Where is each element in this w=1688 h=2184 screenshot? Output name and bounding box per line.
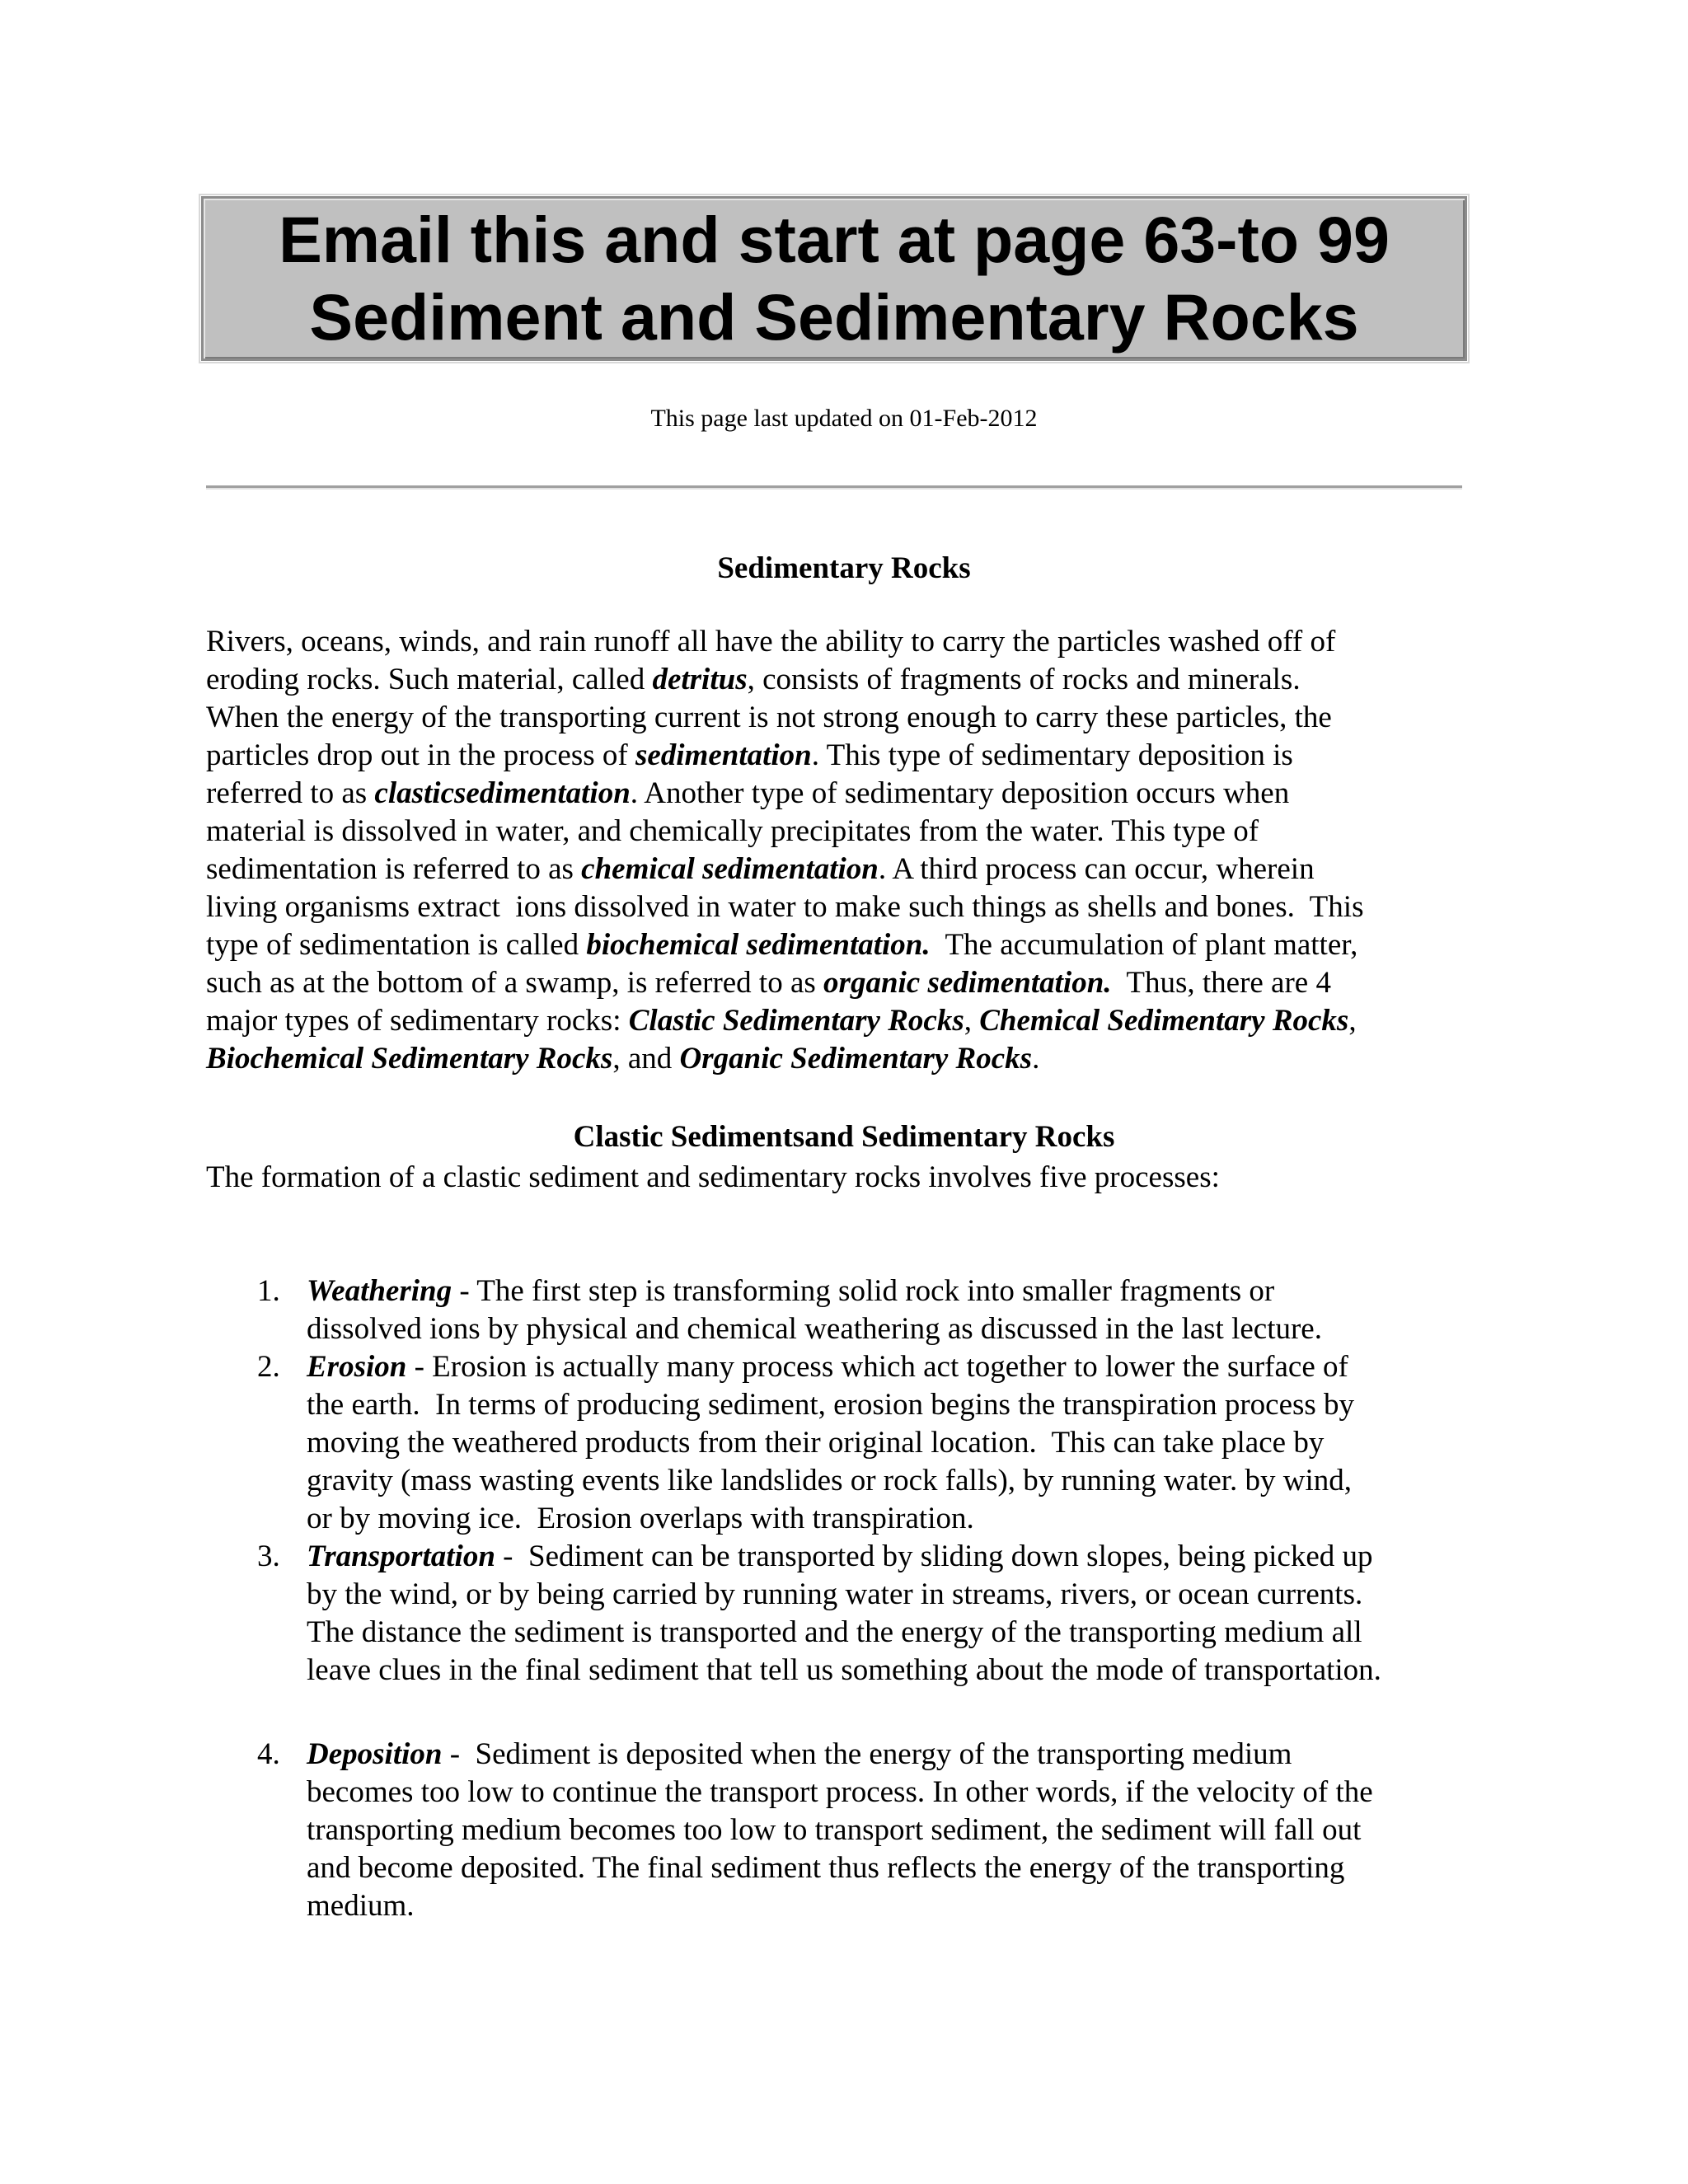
list-item bbox=[206, 1272, 1492, 1348]
horizontal-divider bbox=[206, 485, 1462, 490]
emphasized-term: clasticsedimentation bbox=[374, 776, 631, 810]
text-run: the earth. In terms of producing sediment, erosion begins the transpiration process by bbox=[307, 1388, 1355, 1422]
list-item bbox=[206, 1348, 1492, 1538]
text-line bbox=[206, 1002, 1475, 1040]
list-number: 4. bbox=[257, 1737, 280, 1771]
text-run: and become deposited. The final sediment thus reflects the energy of the transporting bbox=[307, 1851, 1345, 1885]
text-run: by the wind, or by being carried by running water in streams, rivers, or ocean currents. bbox=[307, 1577, 1363, 1611]
text-run: material is dissolved in water, and chemically precipitates from the water. This type of bbox=[206, 814, 1259, 848]
emphasized-term: biochemical sedimentation. bbox=[586, 928, 931, 962]
emphasized-term: Clastic Sedimentary Rocks bbox=[628, 1004, 964, 1038]
text-run: - The first step is transforming solid rock into smaller fragments or bbox=[452, 1274, 1275, 1308]
emphasized-term: chemical sedimentation bbox=[581, 852, 879, 886]
text-run: . Another type of sedimentary deposition occurs when bbox=[630, 776, 1290, 810]
text-line bbox=[206, 926, 1475, 964]
title-line-1: Email this and start at page 63-to 99 bbox=[279, 203, 1390, 276]
text-run: , bbox=[964, 1004, 980, 1038]
text-line bbox=[307, 1348, 1492, 1386]
list-number: 2. bbox=[257, 1350, 280, 1384]
text-line bbox=[206, 851, 1475, 888]
emphasized-term: Organic Sedimentary Rocks bbox=[679, 1042, 1033, 1076]
text-run: gravity (mass wasting events like landslides or rock falls), by running water. by wind, bbox=[307, 1464, 1353, 1497]
text-run: medium. bbox=[307, 1889, 415, 1923]
title-box bbox=[201, 196, 1467, 361]
text-run: living organisms extract ions dissolved in water to make such things as shells and bones. This bbox=[206, 890, 1364, 924]
text-line bbox=[206, 1040, 1475, 1078]
title-line-2: Sediment and Sedimentary Rocks bbox=[309, 280, 1359, 354]
text-line bbox=[307, 1424, 1492, 1462]
text-run: type of sedimentation is called bbox=[206, 928, 587, 962]
text-line bbox=[307, 1500, 1492, 1538]
emphasized-term: Biochemical Sedimentary Rocks bbox=[206, 1042, 613, 1076]
processes-intro-text: The formation of a clastic sediment and sedimentary rocks involves five processes: bbox=[206, 1160, 1220, 1194]
text-run: moving the weathered products from their original location. This can take place by bbox=[307, 1426, 1325, 1460]
text-line bbox=[307, 1462, 1492, 1500]
text-run: Thus, there are 4 bbox=[1111, 966, 1331, 1000]
text-line bbox=[307, 1310, 1492, 1348]
list-item bbox=[206, 1538, 1492, 1690]
text-run: - Sediment is deposited when the energy of the transporting medium bbox=[442, 1737, 1292, 1771]
text-line bbox=[307, 1736, 1492, 1774]
text-run: , bbox=[1348, 1004, 1357, 1038]
text-run: . bbox=[1032, 1042, 1040, 1076]
text-line bbox=[307, 1849, 1492, 1887]
list-number: 3. bbox=[257, 1540, 280, 1573]
text-run: becomes too low to continue the transport process. In other words, if the velocity of the bbox=[307, 1775, 1373, 1809]
text-run: . This type of sedimentary deposition is bbox=[811, 738, 1293, 772]
text-run: eroding rocks. Such material, called bbox=[206, 663, 653, 696]
text-line bbox=[307, 1887, 1492, 1925]
text-line bbox=[307, 1614, 1492, 1652]
text-line bbox=[206, 661, 1475, 699]
text-line bbox=[206, 623, 1475, 661]
text-run: The accumulation of plant matter, bbox=[930, 928, 1358, 962]
text-line bbox=[307, 1652, 1492, 1690]
process-list-part-1 bbox=[206, 1272, 1492, 1690]
text-run: referred to as bbox=[206, 776, 375, 810]
list-number: 1. bbox=[257, 1274, 280, 1308]
intro-paragraph bbox=[206, 623, 1475, 1078]
text-line bbox=[206, 888, 1475, 926]
text-line bbox=[307, 1272, 1492, 1310]
text-line bbox=[307, 1774, 1492, 1811]
text-run: dissolved ions by physical and chemical weathering as discussed in the last lecture. bbox=[307, 1312, 1322, 1346]
text-run: transporting medium becomes too low to transport sediment, the sediment will fall out bbox=[307, 1813, 1362, 1847]
text-line bbox=[206, 964, 1475, 1002]
text-run: , consists of fragments of rocks and minerals. bbox=[747, 663, 1301, 696]
text-run: such as at the bottom of a swamp, is referred to as bbox=[206, 966, 824, 1000]
text-run: The distance the sediment is transported and the energy of the transporting medium all bbox=[307, 1615, 1362, 1649]
text-line bbox=[206, 775, 1475, 813]
section-heading-sedimentary-rocks: Sedimentary Rocks bbox=[717, 551, 971, 585]
list-item bbox=[206, 1736, 1492, 1925]
text-line bbox=[206, 699, 1475, 737]
text-run: sedimentation is referred to as bbox=[206, 852, 582, 886]
emphasized-term: Chemical Sedimentary Rocks bbox=[979, 1004, 1349, 1038]
last-updated-text: This page last updated on 01-Feb-2012 bbox=[650, 405, 1038, 432]
section-heading-clastic: Clastic Sedimentsand Sedimentary Rocks bbox=[573, 1120, 1115, 1154]
text-run: . A third process can occur, wherein bbox=[878, 852, 1315, 886]
text-line bbox=[307, 1386, 1492, 1424]
text-run: major types of sedimentary rocks: bbox=[206, 1004, 629, 1038]
text-run: particles drop out in the process of bbox=[206, 738, 635, 772]
text-run: , and bbox=[612, 1042, 680, 1076]
text-run: When the energy of the transporting current is not strong enough to carry these particles, the bbox=[206, 701, 1332, 734]
text-run: - Erosion is actually many process which act together to lower the surface of bbox=[406, 1350, 1348, 1384]
text-run: or by moving ice. Erosion overlaps with transpiration. bbox=[307, 1502, 974, 1535]
text-run: Rivers, oceans, winds, and rain runoff all have the ability to carry the particles washed off of bbox=[206, 625, 1336, 658]
emphasized-term: Deposition bbox=[307, 1737, 443, 1771]
emphasized-term: Transportation bbox=[307, 1540, 495, 1573]
emphasized-term: detritus bbox=[652, 663, 748, 696]
text-run: - Sediment can be transported by sliding down slopes, being picked up bbox=[495, 1540, 1373, 1573]
text-line bbox=[206, 737, 1475, 775]
emphasized-term: Erosion bbox=[307, 1350, 407, 1384]
text-line bbox=[307, 1538, 1492, 1576]
emphasized-term: organic sedimentation. bbox=[823, 966, 1112, 1000]
text-line bbox=[307, 1576, 1492, 1614]
process-list-part-2 bbox=[206, 1736, 1492, 1925]
text-run: leave clues in the final sediment that tell us something about the mode of transportation. bbox=[307, 1653, 1381, 1687]
emphasized-term: Weathering bbox=[307, 1274, 452, 1308]
text-line bbox=[206, 813, 1475, 851]
text-line bbox=[307, 1811, 1492, 1849]
emphasized-term: sedimentation bbox=[635, 738, 812, 772]
